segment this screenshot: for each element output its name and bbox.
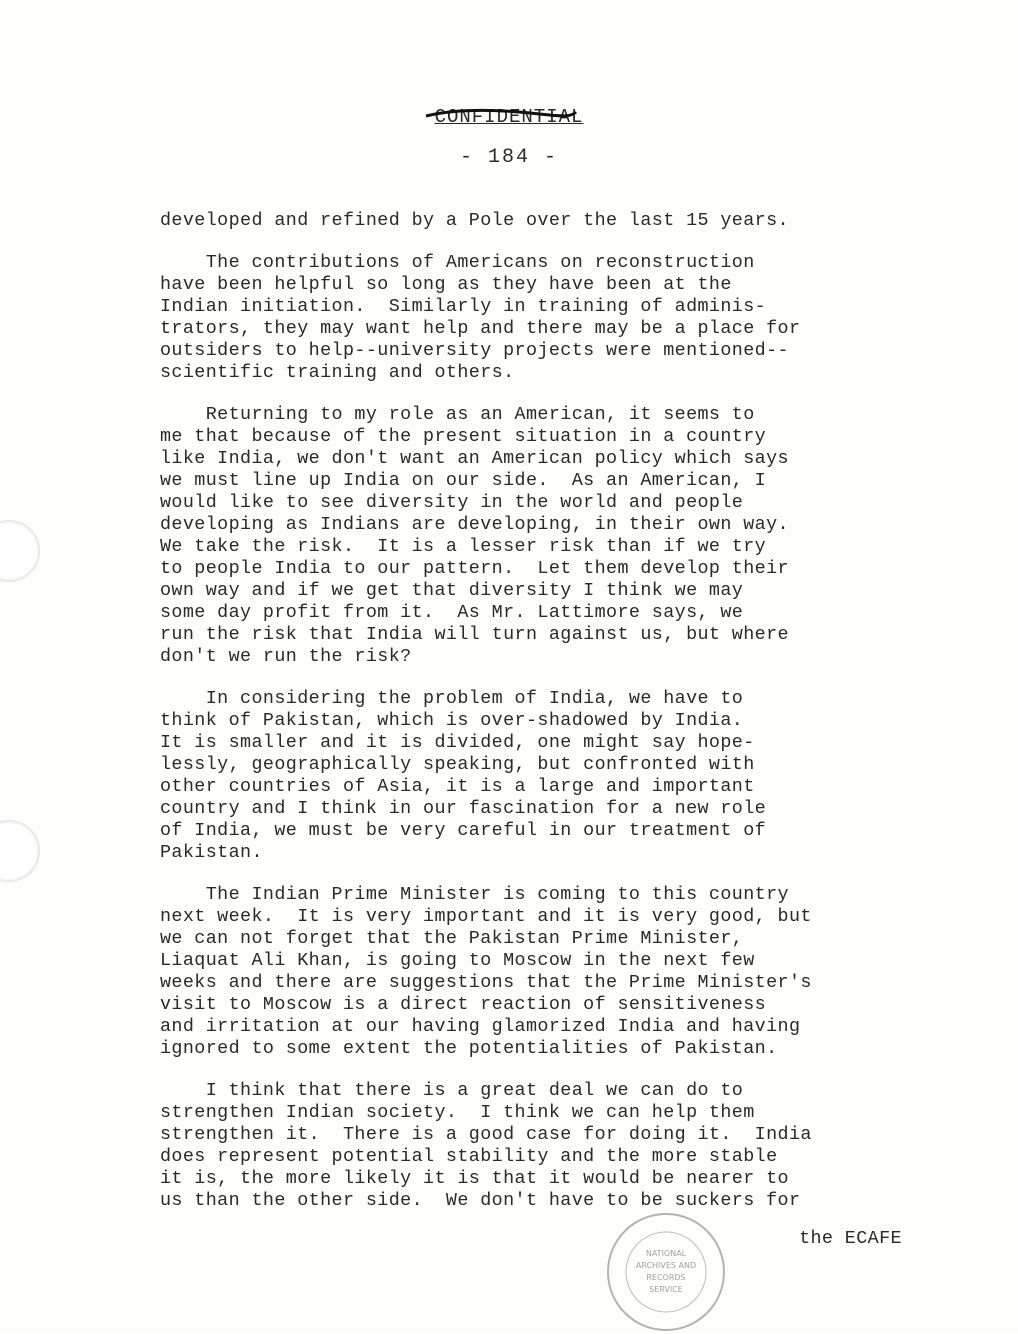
classification-marking: CONFIDENTIAL [434,106,584,128]
text-line: of India, we must be very careful in our treatment of [160,820,767,841]
archives-stamp-seal [604,1210,728,1334]
text-line: country and I think in our fascination for a new role [160,798,767,819]
text-line: we must line up India on our side. As an American, I [160,470,767,491]
text-line: own way and if we get that diversity I think we may [160,580,744,601]
text-line: We take the risk. It is a lesser risk than if we try [160,536,767,557]
page-number: - 184 - [459,146,558,169]
text-line: have been helpful so long as they have been at the [160,274,732,295]
svg-text:SERVICE: SERVICE [649,1285,683,1294]
text-line: The contributions of Americans on reconstruction [160,252,755,273]
text-line: developed and refined by a Pole over the last 15 years. [160,210,789,231]
text-line: lessly, geographically speaking, but confronted with [160,754,755,775]
text-line: visit to Moscow is a direct reaction of sensitiveness [160,994,767,1015]
text-line: weeks and there are suggestions that the Prime Minister's [160,972,812,993]
text-line: Returning to my role as an American, it seems to [160,404,755,425]
text-line: I think that there is a great deal we can do to [160,1080,744,1101]
punch-hole-top [0,520,40,582]
text-line: us than the other side. We don't have to be suckers for [160,1190,801,1211]
svg-text:ARCHIVES AND: ARCHIVES AND [635,1261,697,1270]
text-line: other countries of Asia, it is a large and important [160,776,755,797]
punch-hole-bottom [0,820,40,882]
text-line: In considering the problem of India, we have to [160,688,744,709]
text-line: like India, we don't want an American policy which says [160,448,789,469]
paragraph [160,1080,900,1212]
text-line: Indian initiation. Similarly in training of adminis- [160,296,767,317]
paragraph [160,884,900,1060]
body-text [160,210,900,1212]
text-line: run the risk that India will turn against us, but where [160,624,789,645]
text-line: Pakistan. [160,842,263,863]
text-line: It is smaller and it is divided, one might say hope- [160,732,755,753]
text-line: think of Pakistan, which is over-shadowed by India. [160,710,744,731]
text-line: don't we run the risk? [160,646,412,667]
strikethrough-scribble [420,104,580,124]
paragraph [160,210,900,232]
text-line: some day profit from it. As Mr. Lattimore says, we [160,602,744,623]
text-line: does represent potential stability and the more stable [160,1146,778,1167]
text-line: strengthen it. There is a good case for doing it. India [160,1124,812,1145]
text-line: to people India to our pattern. Let them develop their [160,558,789,579]
svg-text:NATIONAL: NATIONAL [645,1249,687,1258]
text-line: outsiders to help--university projects were mentioned-- [160,340,789,361]
catchword: the ECAFE [799,1228,902,1249]
text-line: next week. It is very important and it is very good, but [160,906,812,927]
text-line: The Indian Prime Minister is coming to this country [160,884,789,905]
text-line: strengthen Indian society. I think we can help them [160,1102,755,1123]
svg-text:RECORDS: RECORDS [646,1273,686,1282]
text-line: Liaquat Ali Khan, is going to Moscow in the next few [160,950,755,971]
text-line: would like to see diversity in the world and people [160,492,744,513]
paragraph [160,252,900,384]
text-line: it is, the more likely it is that it would be nearer to [160,1168,789,1189]
text-line: and irritation at our having glamorized India and having [160,1016,801,1037]
text-line: we can not forget that the Pakistan Prime Minister, [160,928,744,949]
paragraph [160,688,900,864]
text-line: me that because of the present situation in a country [160,426,767,447]
paragraph [160,404,900,668]
text-line: ignored to some extent the potentialities of Pakistan. [160,1038,778,1059]
text-line: developing as Indians are developing, in their own way. [160,514,789,535]
text-line: scientific training and others. [160,362,515,383]
text-line: trators, they may want help and there may be a place for [160,318,801,339]
